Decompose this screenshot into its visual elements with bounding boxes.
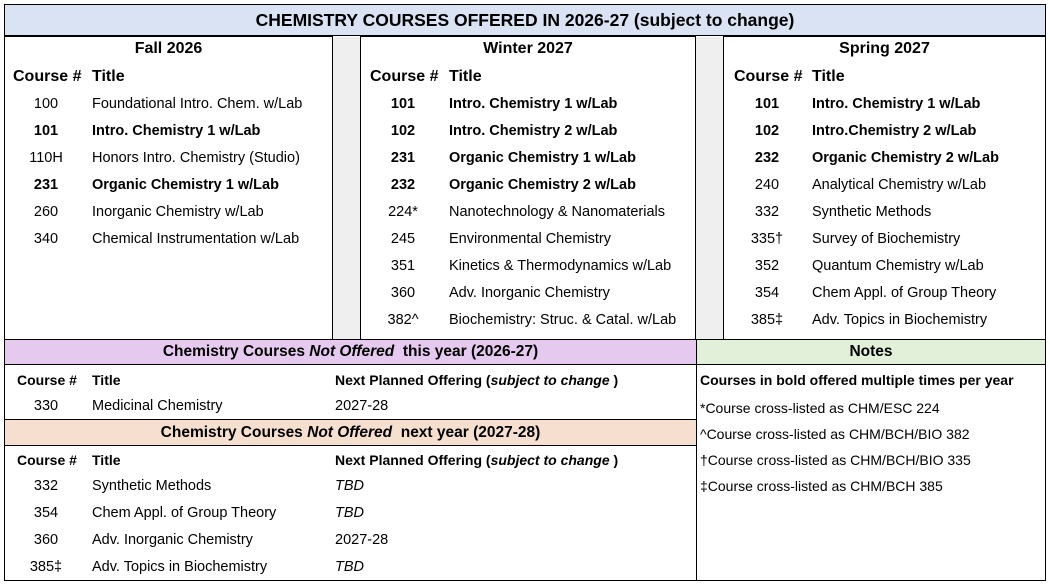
course-title: Chem Appl. of Group Theory — [92, 505, 277, 521]
course-number: 245 — [390, 231, 416, 247]
note-item: †Course cross-listed as CHM/BCH/BIO 335 — [700, 452, 971, 468]
course-number: 354 — [754, 285, 780, 301]
course-title: Kinetics & Thermodynamics w/Lab — [449, 258, 672, 274]
term-heading-fall: Fall 2026 — [134, 40, 203, 57]
next-offering: TBD — [335, 559, 364, 575]
course-number: 102 — [754, 123, 780, 139]
course-number: 385‡ — [29, 559, 63, 575]
course-title: Intro. Chemistry 1 w/Lab — [812, 96, 981, 112]
course-number: 335† — [750, 231, 784, 247]
course-title: Foundational Intro. Chem. w/Lab — [92, 96, 303, 112]
column-header-next-offering — [335, 452, 618, 468]
course-number: 101 — [754, 96, 780, 112]
column-header-title: Title — [92, 68, 125, 85]
column-header-course: Course # — [13, 68, 82, 85]
column-header-title: Title — [812, 68, 845, 85]
course-number: 260 — [33, 204, 59, 220]
term-heading-winter: Winter 2027 — [483, 40, 573, 57]
column-header-course: Course # — [17, 372, 77, 388]
column-header-title: Title — [449, 68, 482, 85]
course-title: Survey of Biochemistry — [812, 231, 961, 247]
course-number: 385‡ — [750, 312, 784, 328]
heading-text: next year (2027-28) — [392, 424, 541, 441]
course-title: Nanotechnology & Nanomaterials — [449, 204, 666, 220]
note-item: ^Course cross-listed as CHM/BCH/BIO 382 — [700, 426, 970, 442]
heading-text: Chemistry Courses — [160, 424, 308, 441]
note-item: ‡Course cross-listed as CHM/BCH 385 — [700, 478, 943, 494]
gap-divider — [333, 37, 360, 339]
heading-text: this year (2026-27) — [394, 343, 539, 360]
course-title: Intro.Chemistry 2 w/Lab — [812, 123, 977, 139]
course-title: Organic Chemistry 2 w/Lab — [449, 177, 636, 193]
term-heading-spring: Spring 2027 — [839, 40, 930, 57]
column-header-next-offering — [335, 372, 618, 388]
header-emphasis: subject to change — [490, 452, 610, 468]
course-number: 101 — [33, 123, 59, 139]
course-number: 102 — [390, 123, 416, 139]
header-text: ) — [609, 372, 619, 388]
course-title: Biochemistry: Struc. & Catal. w/Lab — [449, 312, 677, 328]
column-header-course: Course # — [17, 452, 77, 468]
course-number: 224* — [388, 204, 418, 220]
course-number: 101 — [390, 96, 416, 112]
course-title: Organic Chemistry 1 w/Lab — [92, 177, 279, 193]
course-number: 340 — [33, 231, 59, 247]
heading-text: Chemistry Courses — [162, 343, 310, 360]
course-title: Adv. Topics in Biochemistry — [812, 312, 988, 328]
column-header-title: Title — [92, 452, 121, 468]
course-number: 232 — [390, 177, 416, 193]
course-title: Chem Appl. of Group Theory — [812, 285, 997, 301]
course-title: Environmental Chemistry — [449, 231, 611, 247]
course-number: 352 — [754, 258, 780, 274]
next-offering: TBD — [335, 505, 364, 521]
column-header-course: Course # — [734, 68, 803, 85]
course-title: Intro. Chemistry 1 w/Lab — [449, 96, 618, 112]
course-title: Organic Chemistry 1 w/Lab — [449, 150, 636, 166]
course-title: Intro. Chemistry 2 w/Lab — [449, 123, 618, 139]
course-number: 232 — [754, 150, 780, 166]
course-title: Organic Chemistry 2 w/Lab — [812, 150, 999, 166]
next-offering: 2027-28 — [335, 532, 389, 548]
notes-heading: Notes — [697, 340, 1045, 365]
header-emphasis: subject to change — [490, 372, 610, 388]
course-number: 231 — [390, 150, 416, 166]
course-title: Medicinal Chemistry — [92, 398, 223, 414]
column-header-course: Course # — [370, 68, 439, 85]
course-number: 240 — [754, 177, 780, 193]
course-number: 100 — [33, 96, 59, 112]
not-offered-next-year-heading — [5, 420, 696, 446]
page-title: CHEMISTRY COURSES OFFERED IN 2026-27 (subject to change) — [4, 4, 1046, 36]
course-title: Quantum Chemistry w/Lab — [812, 258, 984, 274]
course-number: 354 — [33, 505, 59, 521]
course-number: 332 — [754, 204, 780, 220]
heading-emphasis: Not Offered — [307, 424, 393, 441]
next-offering: 2027-28 — [335, 398, 389, 414]
course-number: 332 — [33, 478, 59, 494]
not-offered-this-year-heading — [5, 340, 696, 365]
header-text: ) — [609, 452, 619, 468]
course-title: Synthetic Methods — [92, 478, 212, 494]
course-title: Adv. Inorganic Chemistry — [449, 285, 610, 301]
course-title: Adv. Inorganic Chemistry — [92, 532, 253, 548]
header-text: Next Planned Offering ( — [335, 372, 491, 388]
course-number: 351 — [390, 258, 416, 274]
course-number: 360 — [390, 285, 416, 301]
note-item: *Course cross-listed as CHM/ESC 224 — [700, 400, 940, 416]
course-title: Synthetic Methods — [812, 204, 932, 220]
course-title: Honors Intro. Chemistry (Studio) — [92, 150, 300, 166]
course-number: 382^ — [387, 312, 419, 328]
course-title: Adv. Topics in Biochemistry — [92, 559, 268, 575]
course-number: 231 — [33, 177, 59, 193]
heading-emphasis: Not Offered — [309, 343, 395, 360]
column-header-title: Title — [92, 372, 121, 388]
course-title: Analytical Chemistry w/Lab — [812, 177, 987, 193]
course-title: Chemical Instrumentation w/Lab — [92, 231, 300, 247]
course-number: 330 — [33, 398, 59, 414]
course-number: 360 — [33, 532, 59, 548]
notes-lead: Courses in bold offered multiple times per year — [700, 372, 1014, 388]
header-text: Next Planned Offering ( — [335, 452, 491, 468]
course-number: 110H — [29, 150, 63, 166]
next-offering: TBD — [335, 478, 364, 494]
course-title: Inorganic Chemistry w/Lab — [92, 204, 264, 220]
gap-divider — [696, 37, 723, 339]
course-title: Intro. Chemistry 1 w/Lab — [92, 123, 261, 139]
